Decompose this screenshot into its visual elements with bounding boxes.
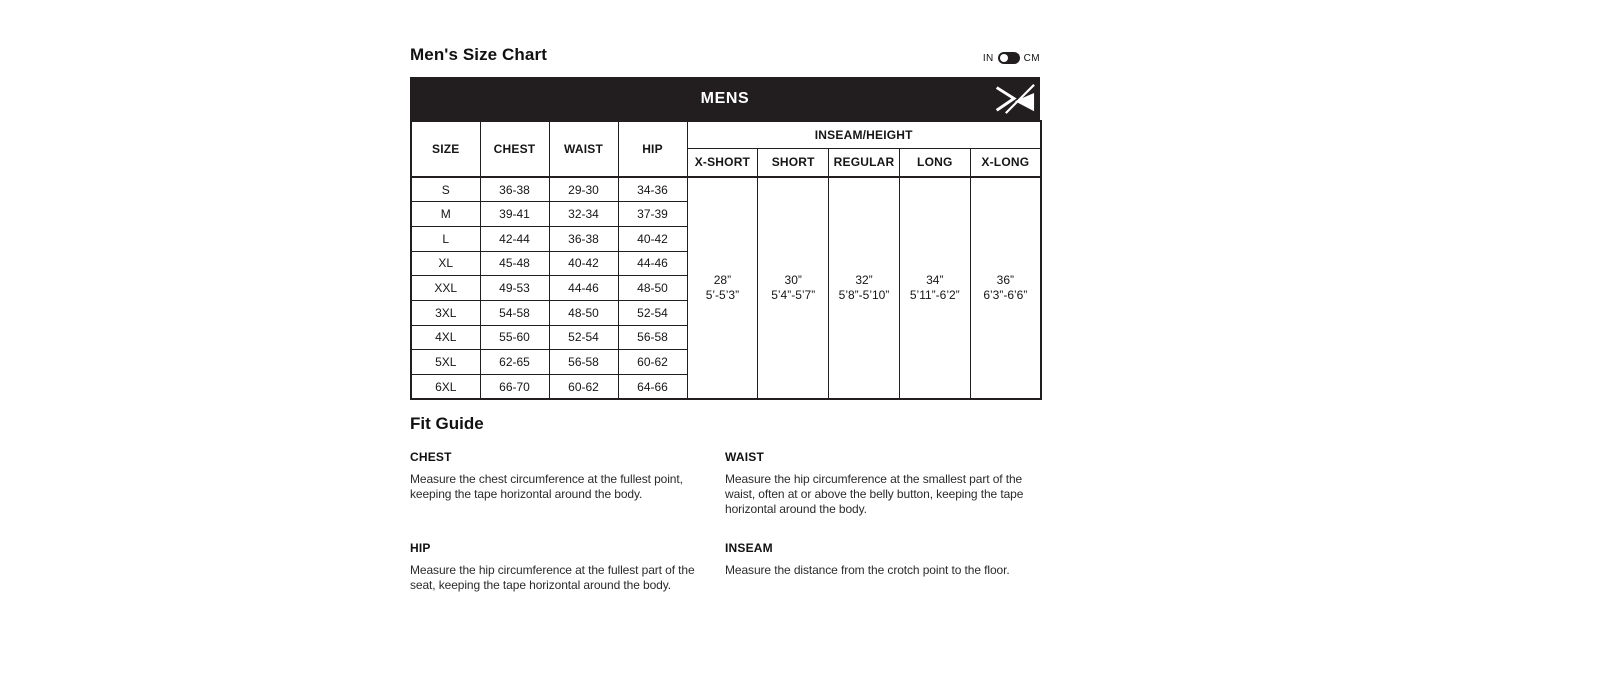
mens-banner [410, 77, 1040, 120]
cell-waist: 56-58 [549, 350, 618, 375]
cell-size: L [411, 226, 480, 251]
inseam-cell-x-short [687, 177, 758, 399]
cell-chest: 54-58 [480, 300, 549, 325]
cell-chest: 45-48 [480, 251, 549, 276]
fit-guide-title: Fit Guide [410, 414, 484, 434]
cell-chest: 36-38 [480, 177, 549, 202]
inseam-height-range: 6’3”-6’6” [983, 288, 1028, 303]
page-title: Men's Size Chart [410, 45, 547, 64]
cell-chest: 42-44 [480, 226, 549, 251]
table-header-row-1 [411, 121, 1041, 148]
cell-waist: 44-46 [549, 276, 618, 301]
cell-waist: 29-30 [549, 177, 618, 202]
unit-toggle-knob [1000, 54, 1008, 62]
cell-waist: 60-62 [549, 375, 618, 400]
cell-chest: 62-65 [480, 350, 549, 375]
inseam-cell-regular [829, 177, 900, 399]
col-header-regular: REGULAR [829, 148, 900, 177]
cell-chest: 66-70 [480, 375, 549, 400]
table-row [411, 177, 1041, 202]
cell-size: XXL [411, 276, 480, 301]
cell-hip: 52-54 [618, 300, 687, 325]
inseam-cell-long [899, 177, 970, 399]
cell-size: 6XL [411, 375, 480, 400]
inseam-height-range: 5’-5’3” [705, 288, 740, 303]
fit-guide-heading: WAIST [725, 450, 764, 465]
col-header-hip: HIP [618, 121, 687, 177]
mens-banner-label: MENS [700, 89, 750, 107]
fit-guide-section-waist [725, 450, 1040, 517]
cell-chest: 39-41 [480, 202, 549, 227]
col-header-long: LONG [899, 148, 970, 177]
inseam-height-range: 5’4”-5’7” [771, 288, 816, 303]
cell-size: 5XL [411, 350, 480, 375]
fit-guide-body: Measure the chest circumference at the fullest point, keeping the tape horizontal around the body. [410, 472, 683, 502]
cell-waist: 32-34 [549, 202, 618, 227]
unit-label-in: IN [982, 52, 994, 64]
inseam-height-range: 5’11”-6’2” [909, 288, 960, 303]
inseam-length: 34” [926, 273, 944, 288]
cell-size: S [411, 177, 480, 202]
cell-hip: 44-46 [618, 251, 687, 276]
inseam-cell-x-long [970, 177, 1041, 399]
cell-hip: 34-36 [618, 177, 687, 202]
cell-hip: 60-62 [618, 350, 687, 375]
cell-waist: 40-42 [549, 251, 618, 276]
cell-waist: 48-50 [549, 300, 618, 325]
cell-waist: 36-38 [549, 226, 618, 251]
col-header-x-long: X-LONG [970, 148, 1041, 177]
cell-size: 4XL [411, 325, 480, 350]
cell-hip: 48-50 [618, 276, 687, 301]
unit-label-cm: CM [1023, 52, 1040, 64]
inseam-length: 32” [855, 273, 873, 288]
col-header-short: SHORT [758, 148, 829, 177]
fit-guide-section-hip [410, 541, 725, 593]
unit-toggle[interactable] [983, 52, 1040, 65]
size-chart-table [410, 120, 1042, 400]
cell-chest: 49-53 [480, 276, 549, 301]
brand-x-logo-icon [993, 83, 1035, 114]
fit-guide-body: Measure the hip circumference at the smallest part of the waist, often at or above the belly button, keeping the tape horizontal around the body. [725, 472, 1024, 517]
title-row [410, 45, 1040, 65]
col-header-size: SIZE [411, 121, 480, 177]
cell-size: M [411, 202, 480, 227]
size-chart-page [410, 45, 1040, 593]
inseam-length: 30” [784, 273, 802, 288]
cell-waist: 52-54 [549, 325, 618, 350]
col-header-x-short: X-SHORT [687, 148, 758, 177]
fit-guide-body: Measure the distance from the crotch point to the floor. [725, 563, 1010, 578]
cell-size: 3XL [411, 300, 480, 325]
cell-hip: 56-58 [618, 325, 687, 350]
col-header-waist: WAIST [549, 121, 618, 177]
col-header-inseam-height: INSEAM/HEIGHT [687, 121, 1041, 148]
fit-guide-heading: HIP [410, 541, 431, 556]
inseam-cell-short [758, 177, 829, 399]
col-header-chest: CHEST [480, 121, 549, 177]
inseam-length: 36” [996, 273, 1014, 288]
cell-hip: 40-42 [618, 226, 687, 251]
inseam-height-range: 5’8”-5’10” [838, 288, 890, 303]
unit-toggle-switch[interactable] [998, 52, 1020, 64]
fit-guide [410, 450, 1040, 593]
inseam-length: 28” [713, 273, 732, 288]
fit-guide-section-chest [410, 450, 725, 517]
cell-hip: 64-66 [618, 375, 687, 400]
fit-guide-heading: CHEST [410, 450, 452, 465]
fit-guide-body: Measure the hip circumference at the fullest part of the seat, keeping the tape horizontal around the body. [410, 563, 695, 593]
cell-hip: 37-39 [618, 202, 687, 227]
cell-size: XL [411, 251, 480, 276]
fit-guide-section-inseam [725, 541, 1040, 593]
cell-chest: 55-60 [480, 325, 549, 350]
fit-guide-heading: INSEAM [725, 541, 773, 556]
